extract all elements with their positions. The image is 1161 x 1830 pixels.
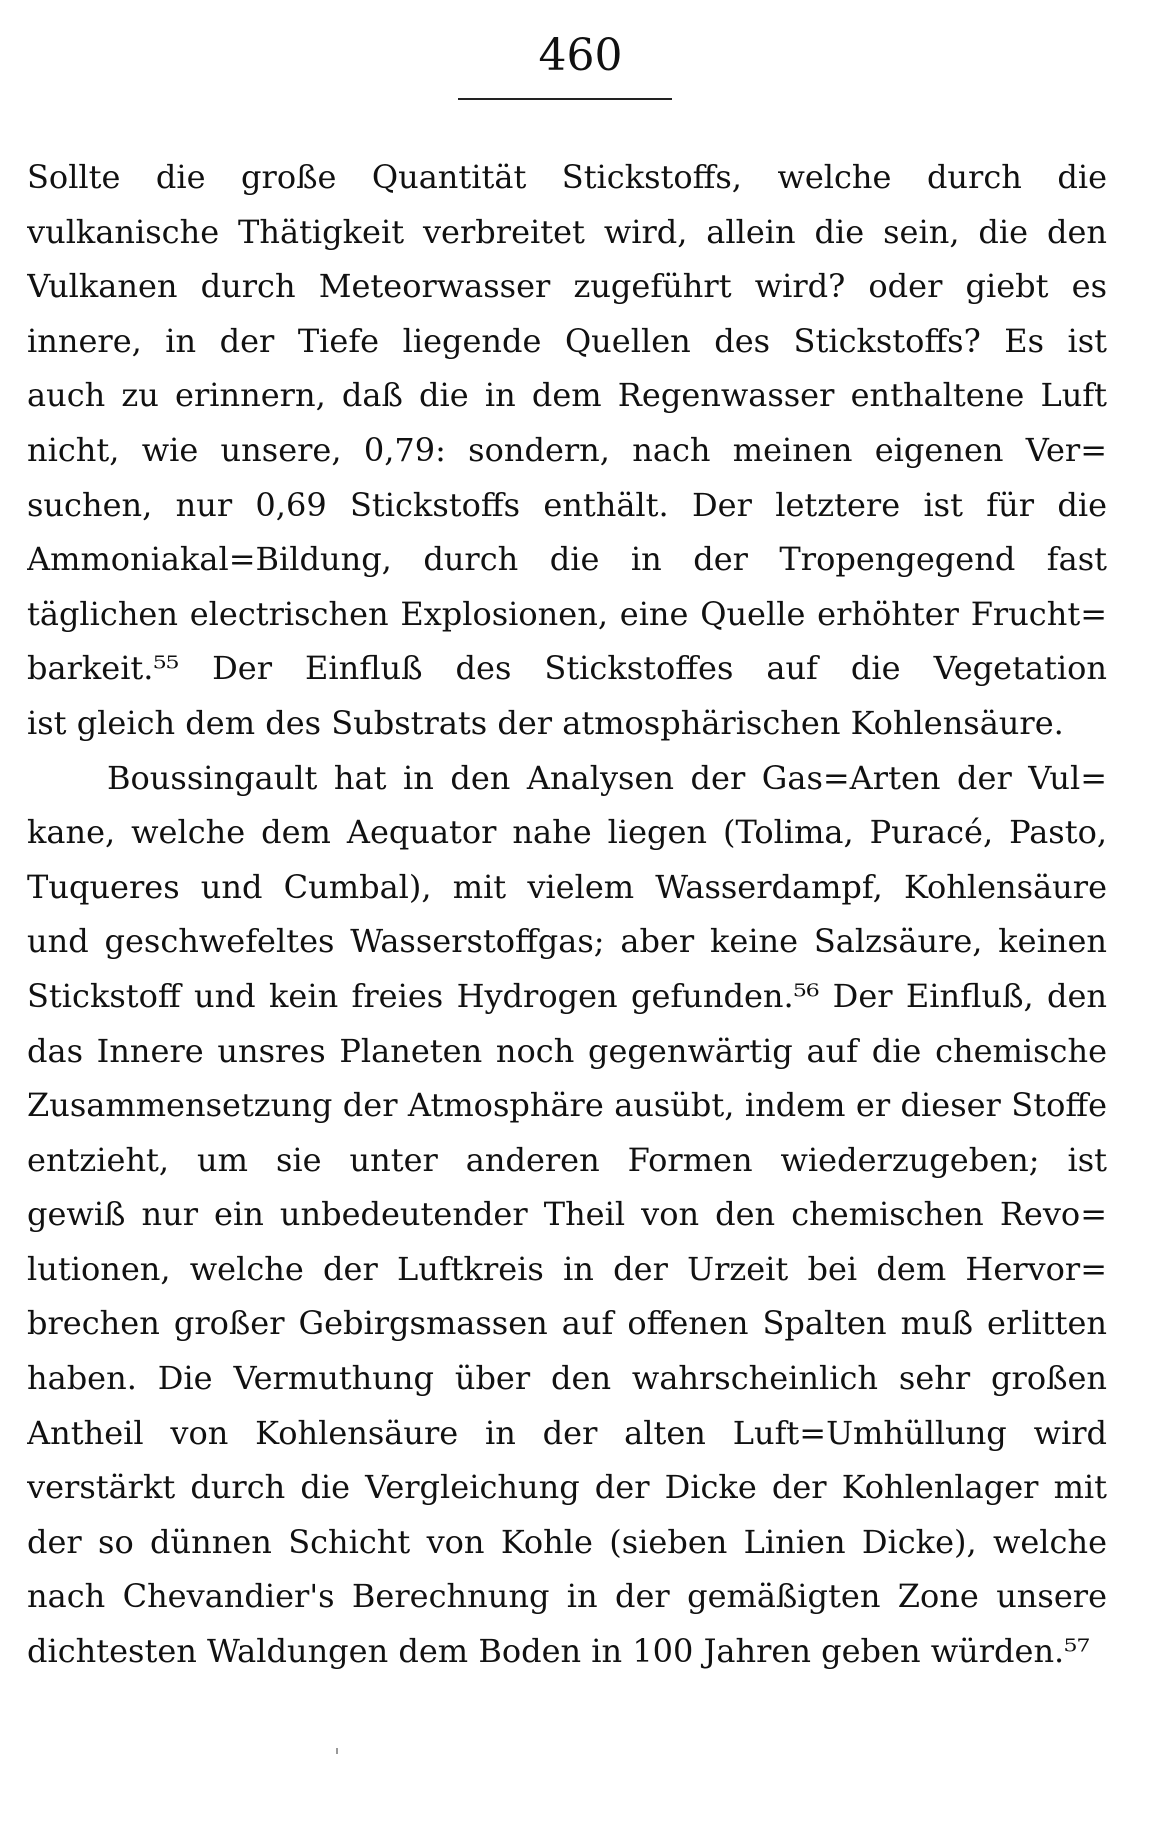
text-line: innere, in der Tiefe liegende Quellen des Stickstoffs? Es ist [27,321,1107,360]
text-line: entzieht, um sie unter anderen Formen wiederzugeben; ist [27,1140,1107,1179]
page-number: 460 [538,30,623,81]
text-line: das Innere unsres Planeten noch gegenwärtig auf die chemische [27,1031,1107,1070]
text-line: Vulkanen durch Meteorwasser zugeführt wird? oder giebt es [27,267,1107,306]
text-line: Antheil von Kohlensäure in der alten Luft=Umhüllung wird [27,1413,1107,1452]
text-line: täglichen electrischen Explosionen, eine Quelle erhöhter Frucht= [27,594,1107,633]
text-line: lutionen, welche der Luftkreis in der Urzeit bei dem Hervor= [27,1249,1107,1288]
text-line: und geschwefeltes Wasserstoffgas; aber keine Salzsäure, keinen [27,922,1107,961]
text-line: Sollte die große Quantität Stickstoffs, welche durch die [27,158,1107,196]
text-line: Ammoniakal=Bildung, durch die in der Tropengegend fast [27,540,1107,579]
text-line: ist gleich dem des Substrats der atmosphärischen Kohlensäure. [27,703,1064,742]
text-line: suchen, nur 0,69 Stickstoffs enthält. Der letztere ist für die [27,485,1107,524]
text-line: nicht, wie unsere, 0,79: sondern, nach meinen eigenen Ver= [27,430,1107,469]
text-line: nach Chevandier's Berechnung in der gemäßigten Zone unsere [27,1577,1107,1616]
text-line: der so dünnen Schicht von Kohle (sieben Linien Dicke), welche [27,1522,1107,1561]
text-line: verstärkt durch die Vergleichung der Dicke der Kohlenlager mit [27,1468,1107,1507]
text-line: gewiß nur ein unbedeutender Theil von den chemischen Revo= [27,1195,1107,1234]
text-line: kane, welche dem Aequator nahe liegen (Tolima, Puracé, Pasto, [27,813,1107,852]
text-line: Stickstoff und kein freies Hydrogen gefunden.⁵⁶ Der Einfluß, den [27,976,1107,1015]
text-line: dichtesten Waldungen dem Boden in 100 Jahren geben würden.⁵⁷ [27,1632,1090,1671]
text-line: Boussingault hat in den Analysen der Gas=Arten der Vul= [107,758,1107,797]
paper-speck [336,1748,338,1754]
text-line: Tuqueres und Cumbal), mit vielem Wasserdampf, Kohlensäure [27,867,1107,906]
text-line: haben. Die Vermuthung über den wahrscheinlich sehr großen [27,1359,1107,1398]
text-line: Zusammensetzung der Atmosphäre ausübt, indem er dieser Stoffe [27,1086,1107,1125]
text-line: barkeit.⁵⁵ Der Einfluß des Stickstoffes auf die Vegetation [27,649,1107,688]
text-line: vulkanische Thätigkeit verbreitet wird, allein die sein, die den [27,212,1107,251]
text-line: brechen großer Gebirgsmassen auf offenen Spalten muß erlitten [27,1304,1107,1343]
body-text [27,150,1107,1679]
header-rule [458,98,672,100]
text-line: auch zu erinnern, daß die in dem Regenwasser enthaltene Luft [27,376,1107,415]
